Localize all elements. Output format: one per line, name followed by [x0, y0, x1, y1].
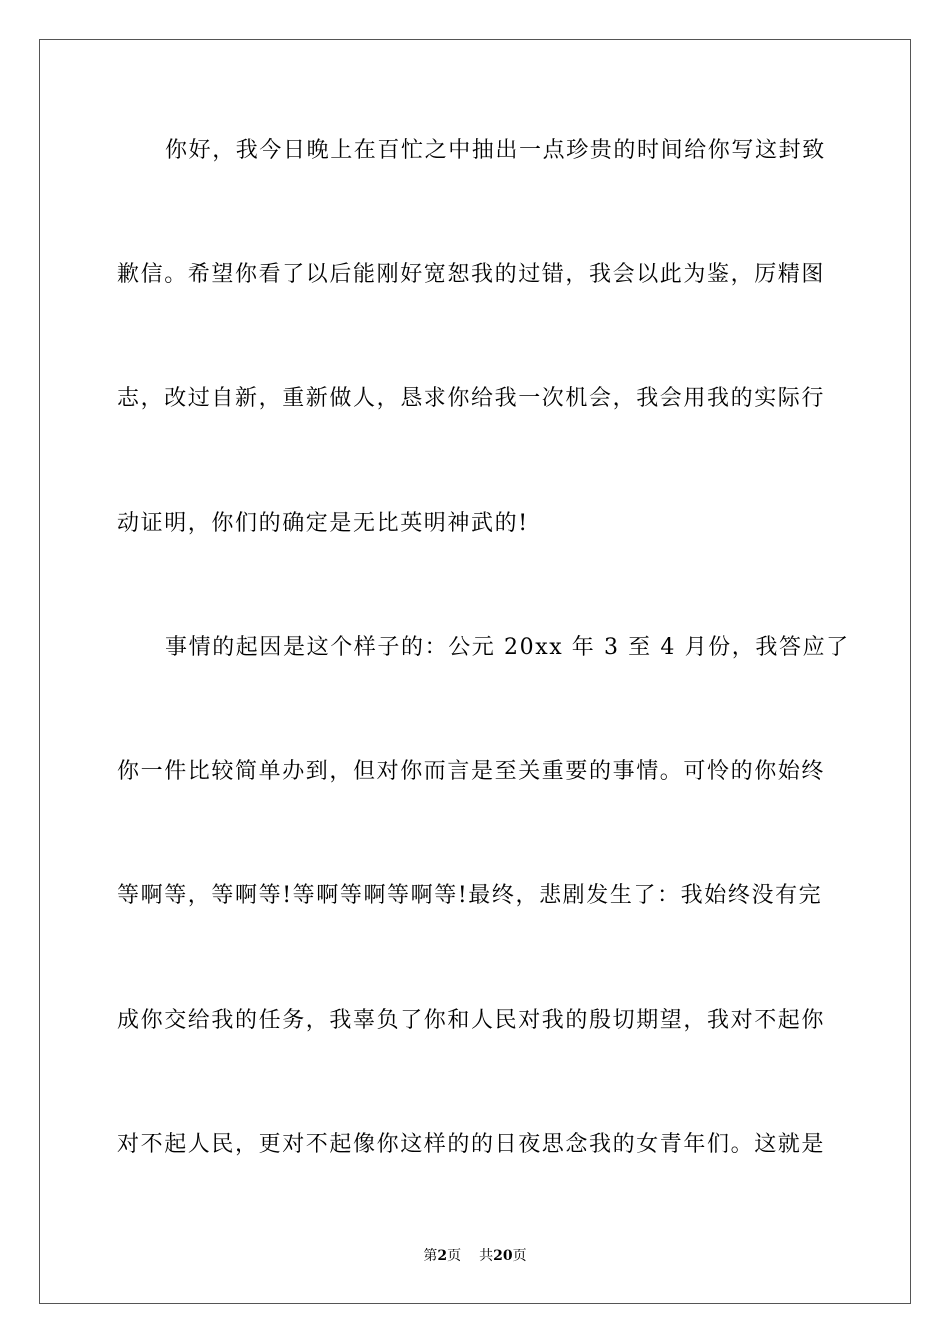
page-suffix: 页 [447, 1248, 462, 1264]
paragraph-2-line-1: 事情的起因是这个样子的：公元 20xx 年 3 至 4 月份，我答应了 [165, 635, 850, 660]
paragraph-2-line-2: 你一件比较简单办到，但对你而言是至关重要的事情。可怜的你始终 [117, 759, 826, 784]
current-page-number: 2 [437, 1248, 448, 1264]
paragraph-2-line-4: 成你交给我的任务，我辜负了你和人民对我的殷切期望，我对不起你 [117, 1008, 826, 1033]
page-prefix: 第 [423, 1248, 438, 1264]
total-prefix: 共 [479, 1248, 494, 1264]
page-border [39, 39, 911, 1304]
paragraph-1-line-3: 志，改过自新，重新做人，恳求你给我一次机会，我会用我的实际行 [117, 386, 826, 411]
paragraph-1-line-4: 动证明，你们的确定是无比英明神武的! [117, 511, 529, 536]
paragraph-2-line-3: 等啊等，等啊等!等啊等啊等啊等!最终，悲剧发生了：我始终没有完 [117, 883, 823, 908]
paragraph-1-line-1: 你好，我今日晚上在百忙之中抽出一点珍贵的时间给你写这封致 [165, 138, 826, 163]
total-page-count: 20 [493, 1248, 513, 1264]
page-footer [0, 1246, 950, 1266]
total-suffix: 页 [512, 1248, 527, 1264]
paragraph-1-line-2: 歉信。希望你看了以后能刚好宽恕我的过错，我会以此为鉴，厉精图 [117, 262, 826, 287]
paragraph-2-line-5: 对不起人民，更对不起像你这样的的日夜思念我的女青年们。这就是 [117, 1132, 826, 1157]
